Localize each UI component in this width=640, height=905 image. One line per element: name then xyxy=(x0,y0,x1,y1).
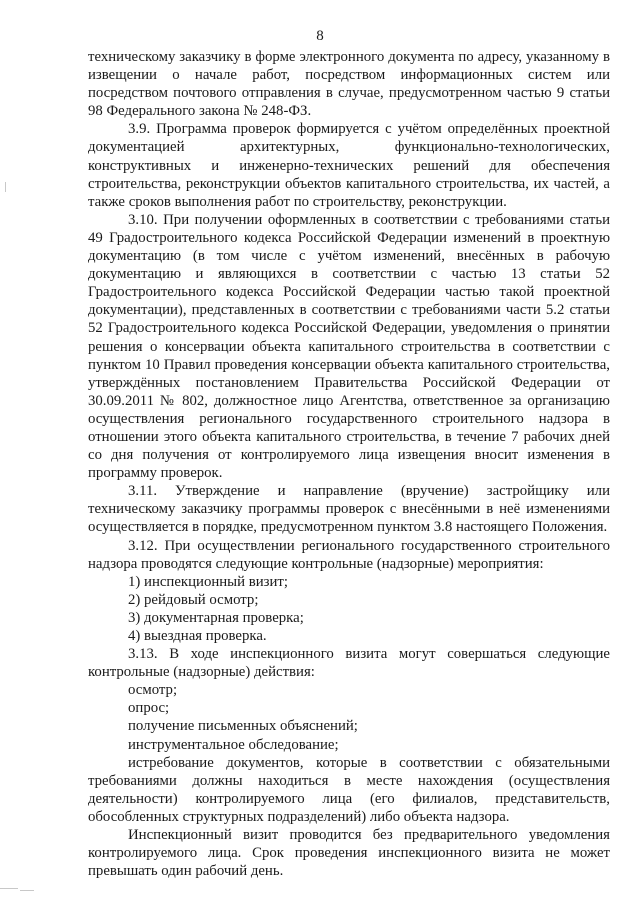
list-item: инструментальное обследование; xyxy=(128,736,339,753)
list-item: 4) выездная проверка. xyxy=(128,628,267,644)
list-item: осмотр; xyxy=(128,682,178,699)
document-body xyxy=(88,48,610,880)
list-item: опрос; xyxy=(128,700,170,717)
scan-margin-mark xyxy=(20,890,34,891)
paragraph-document-request: истребование документов, которые в соответствии с обязательными требованиями должны находиться в месте нахождения (осуществления деятельности) контролируемого лица (его филиалов, представительств, обособленных структурных подразделений) либо объекта надзора. xyxy=(88,754,610,825)
paragraph-3-11: 3.11. Утверждение и направление (вручение) застройщику или техническому заказчику программы проверок с внесёнными в неё изменениями осуществляется в порядке, предусмотренном пунктом 3.8 настоящего Положения. xyxy=(88,483,610,536)
paragraph-3-8-continuation: техническому заказчику в форме электронного документа по адресу, указанному в извещении о начале работ, посредством информационных систем или посредством почтового отправления в случае, предусмотренном частью 9 статьи 98 Федерального закона № 248-ФЗ. xyxy=(88,49,610,120)
paragraph-3-9: 3.9. Программа проверок формируется с учётом определённых проектной документацией архитектурных, функционально-технологических, конструктивных и инженерно-технических решений для обеспечения строительства, реконструкции объектов капитального строительства, их частей, а также сроков выполнения работ по строительству, реконструкции. xyxy=(88,121,610,210)
list-item: получение письменных объяснений; xyxy=(128,718,358,735)
list-item: 1) инспекционный визит; xyxy=(128,573,288,590)
scan-margin-mark xyxy=(5,182,6,192)
scan-margin-mark xyxy=(0,888,18,889)
paragraph-inspection-visit-terms: Инспекционный визит проводится без предварительного уведомления контролируемого лица. Срок проведения инспекционного визита не может превышать один рабочий день. xyxy=(88,827,610,880)
paragraph-3-13: 3.13. В ходе инспекционного визита могут совершаться следующие контрольные (надзорные) действия: xyxy=(88,646,610,681)
list-item: 3) документарная проверка; xyxy=(128,609,304,626)
paragraph-3-12: 3.12. При осуществлении регионального государственного строительного надзора проводятся следующие контрольные (надзорные) мероприятия: xyxy=(88,537,610,572)
paragraph-3-10: 3.10. При получении оформленных в соответствии с требованиями статьи 49 Градостроительного кодекса Российской Федерации изменений в проектную документацию (в том числе с учётом изменений, внесённых в рабочую документацию и являющихся в соответствии с частью 13 статьи 52 Градостроительного кодекса Российской Федерации частью такой проектной документации), представленных в соответствии с требованиями части 5.2 статьи 52 Градостроительного кодекса Российской Федерации, уведомления о принятии решения о консервации объекта капитального строительства в соответствии с пунктом 10 Правил проведения консервации объекта капитального строительства, утверждённых постановлением Правительства Российской Федерации от 30.09.2011 № 802, должностное лицо Агентства, ответственное за организацию осуществления регионального государственного строительного надзора в отношении этого объекта капитального строительства, в течение 7 рабочих дней со дня получения от контролируемого лица извещения вносит изменения в программу проверок. xyxy=(88,211,610,482)
page-number: 8 xyxy=(316,28,324,44)
list-item: 2) рейдовый осмотр; xyxy=(128,591,259,608)
